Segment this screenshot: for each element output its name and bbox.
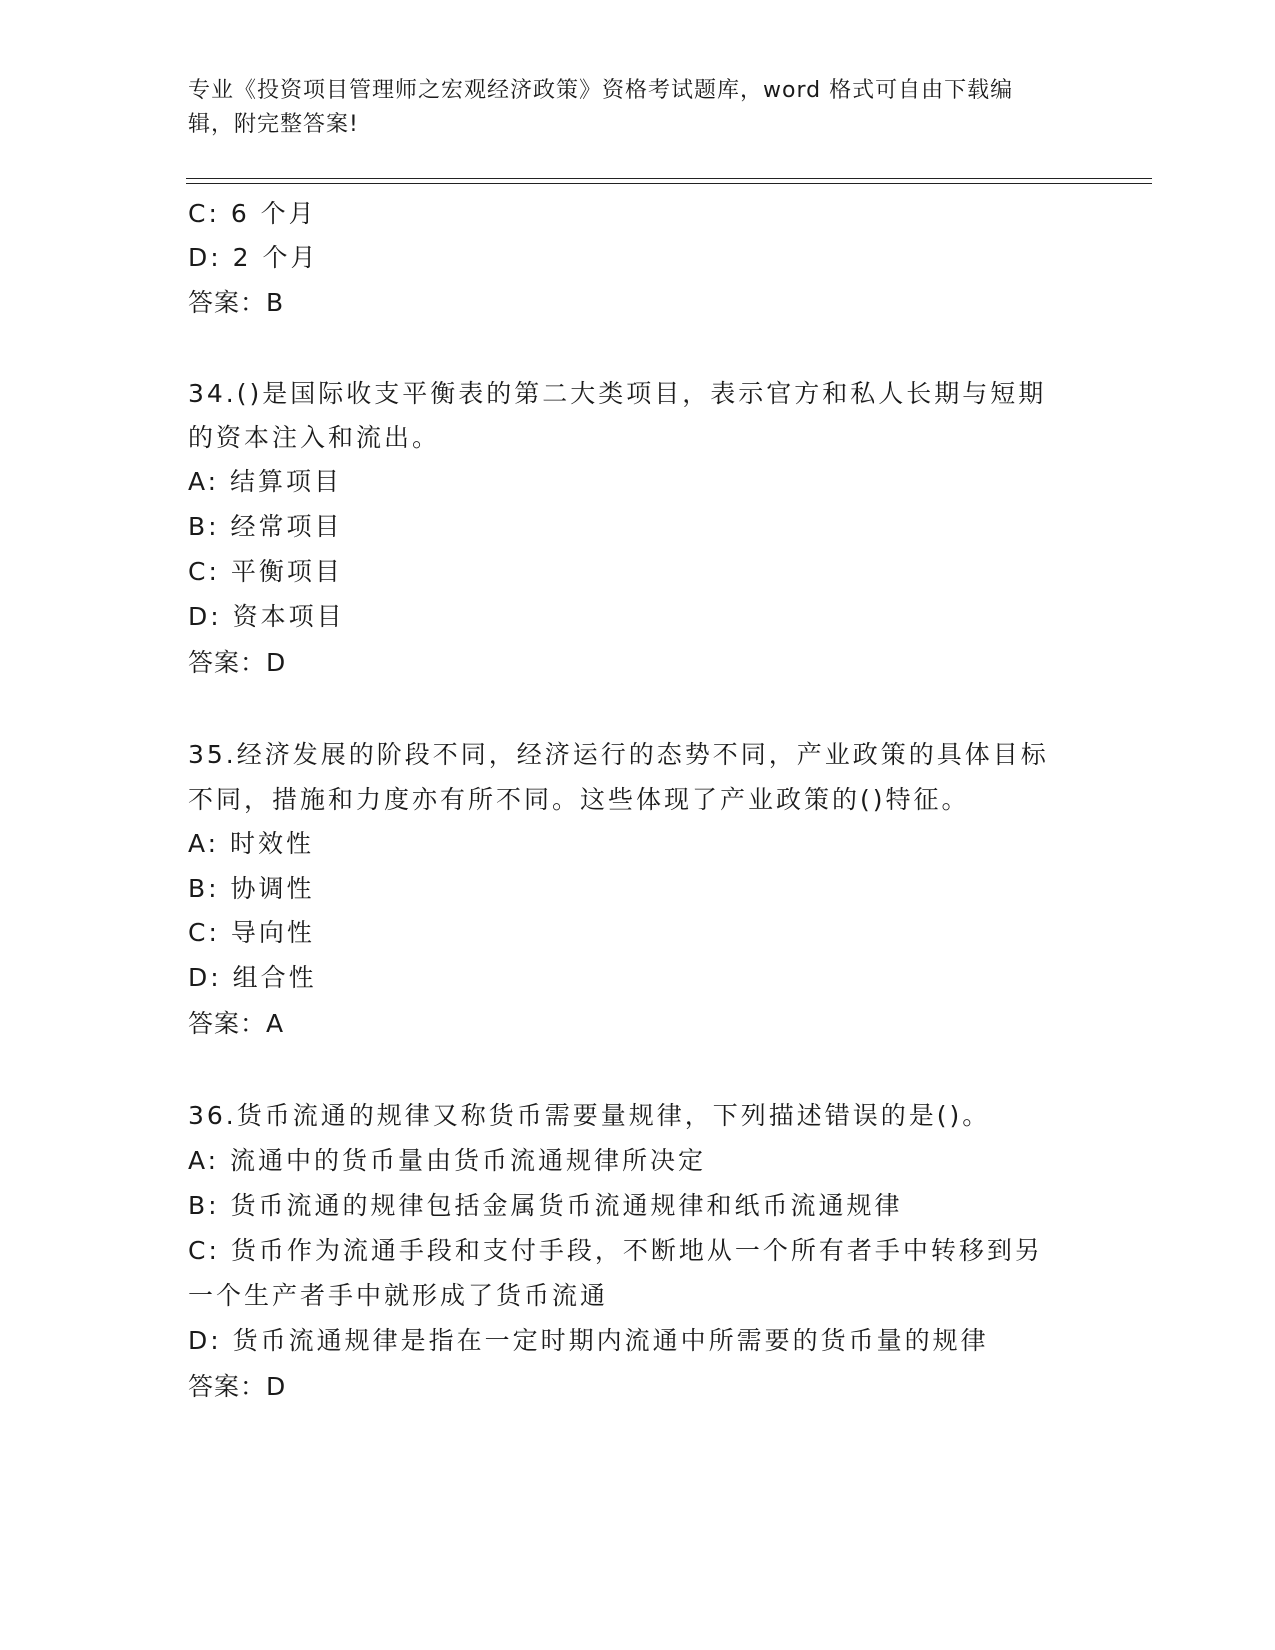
- q34-option-a: A: 结算项目: [188, 467, 343, 496]
- q36-stem-line-1: 36.货币流通的规律又称货币需要量规律，下列描述错误的是()。: [188, 1101, 991, 1130]
- q35-answer: 答案：A: [188, 1009, 285, 1038]
- q35-option-d: D: 组合性: [188, 963, 317, 992]
- q36-option-a: A: 流通中的货币量由货币流通规律所决定: [188, 1146, 707, 1175]
- q34-option-d: D: 资本项目: [188, 602, 345, 631]
- prev-answer: 答案：B: [188, 288, 285, 317]
- q34-stem-line-2: 的资本注入和流出。: [188, 423, 441, 452]
- q36-option-c-line-2: 一个生产者手中就形成了货币流通: [188, 1281, 609, 1310]
- q35-option-a: A: 时效性: [188, 829, 315, 858]
- q34-option-b: B: 经常项目: [188, 512, 343, 541]
- prev-option-c: C: 6 个月: [188, 199, 317, 228]
- q34-answer: 答案：D: [188, 648, 287, 677]
- q35-option-b: B: 协调性: [188, 874, 315, 903]
- header-divider-bottom: [186, 183, 1152, 184]
- q34-option-c: C: 平衡项目: [188, 557, 343, 586]
- q36-answer: 答案：D: [188, 1372, 287, 1401]
- q35-stem-line-1: 35.经济发展的阶段不同，经济运行的态势不同，产业政策的具体目标: [188, 740, 1049, 769]
- page-header: [188, 74, 1088, 142]
- header-line-1: 专业《投资项目管理师之宏观经济政策》资格考试题库，word 格式可自由下载编: [188, 78, 1014, 103]
- prev-option-d: D: 2 个月: [188, 243, 319, 272]
- q36-option-d: D: 货币流通规律是指在一定时期内流通中所需要的货币量的规律: [188, 1326, 989, 1355]
- q34-stem-line-1: 34.()是国际收支平衡表的第二大类项目，表示官方和私人长期与短期: [188, 379, 1047, 408]
- q36-option-b: B: 货币流通的规律包括金属货币流通规律和纸币流通规律: [188, 1191, 903, 1220]
- header-line-2: 辑，附完整答案!: [188, 112, 359, 137]
- q35-option-c: C: 导向性: [188, 918, 315, 947]
- header-divider-top: [186, 178, 1152, 179]
- q36-option-c-line-1: C: 货币作为流通手段和支付手段，不断地从一个所有者手中转移到另: [188, 1236, 1043, 1265]
- q35-stem-line-2: 不同，措施和力度亦有所不同。这些体现了产业政策的()特征。: [188, 785, 970, 814]
